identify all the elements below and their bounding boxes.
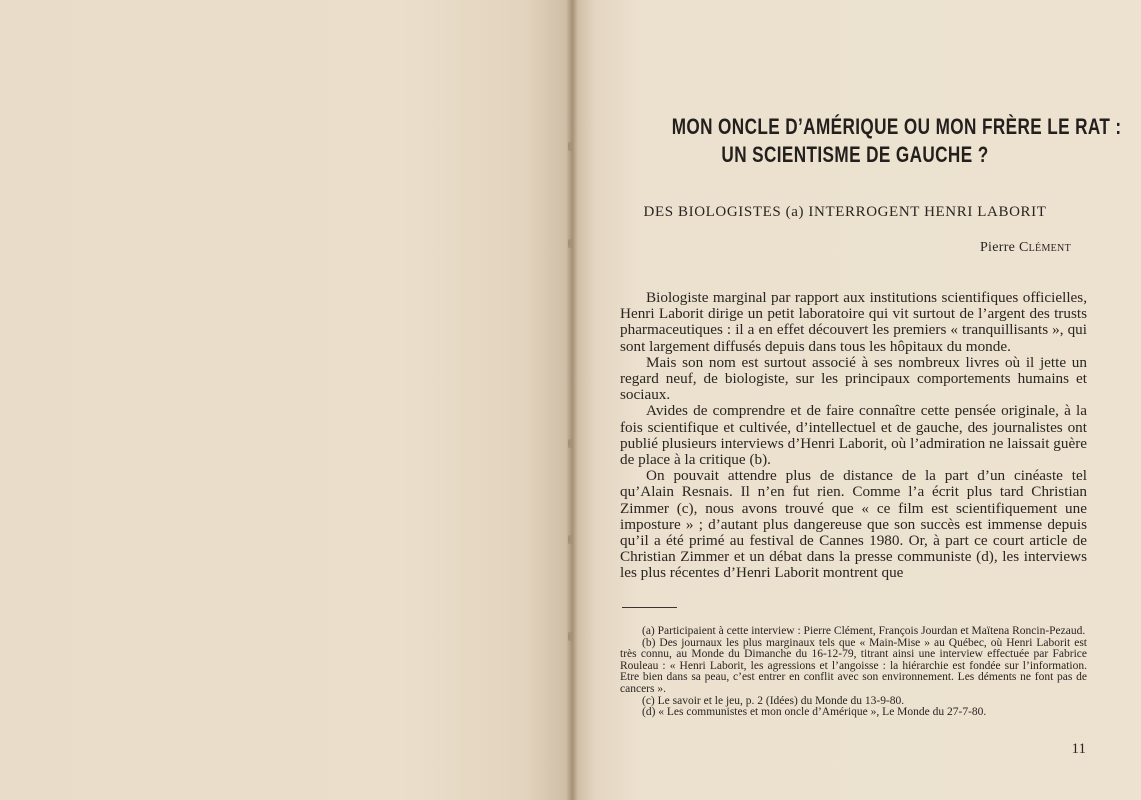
author-last-name: Clément <box>1019 240 1071 255</box>
binding-stitch <box>568 239 573 248</box>
body-paragraph: Avides de comprendre et de faire connaître cette pensée originale, à la fois scientifique et cultivée, d’intellectuel et de gauche, des journalistes ont publié plusieurs interviews d’Henri Laborit, où l’admiration ne laissait guère de place à la critique (b). <box>620 402 1087 469</box>
footnotes <box>620 626 1087 719</box>
binding-stitch <box>568 439 573 448</box>
binding-stitch <box>568 142 573 151</box>
body-paragraph: Mais son nom est surtout associé à ses nombreux livres où il jette un regard neuf, de biologiste, sur les principaux comportements humains et sociaux. <box>620 353 1087 404</box>
footnote: (a) Participaient à cette interview : Pierre Clément, François Jourdan et Maïtena Roncin-Pezaud. <box>642 625 1086 637</box>
body-paragraph: On pouvait attendre plus de distance de la part d’un cinéaste tel qu’Alain Resnais. Il n’en fut rien. Comme l’a écrit plus tard Christian Zimmer (c), nous avons trouvé que « ce film est scientifiquement une imposture » ; d’autant plus dangereuse que son succès est immense depuis qu’il a été primé au festival de Cannes 1980. Or, à part ce court article de Christian Zimmer et un débat dans la presse communiste (d), les interviews les plus récentes d’Henri Laborit montrent que <box>620 467 1087 582</box>
article-body <box>620 290 1087 582</box>
footnote: (c) Le savoir et le jeu, p. 2 (Idées) du Monde du 13-9-80. <box>642 694 905 707</box>
page-number: 11 <box>1071 741 1086 757</box>
article-subtitle: DES BIOLOGISTES (a) INTERROGENT HENRI LABORIT <box>643 204 1047 220</box>
author-first-name: Pierre <box>979 240 1016 255</box>
book-gutter <box>566 0 578 800</box>
footnote: (b) Des journaux les plus marginaux tels que « Main-Mise » au Québec, où Henri Laborit est très connu, au Monde du Dimanche du 16-12-79, titrant ainsi une interview effectuée par Fabrice Rouleau : « Henri Laborit, les agressions et l’angoisse : la hiérarchie est fondée sur l’information. Etre bien dans sa peau, c’est entrer en conflit avec son environnement. Les déments ne font pas de cancers ». <box>620 636 1087 695</box>
body-paragraph: Biologiste marginal par rapport aux institutions scientifiques officielles, Henri Laborit dirige un petit laboratoire qui vit surtout de l’argent des trusts pharmaceutiques : il a en effet découvert les premiers « tranquillisants », qui sont largement diffusés depuis dans tous les hôpitaux du monde. <box>620 289 1087 355</box>
article-title <box>671 113 1122 169</box>
article-title-line-2: UN SCIENTISME DE GAUCHE ? <box>721 142 989 167</box>
author-byline <box>980 240 1071 256</box>
binding-stitch <box>568 535 573 544</box>
binding-stitch <box>568 632 573 641</box>
article-title-line-1: MON ONCLE D’AMÉRIQUE OU MON FRÈRE LE RAT : <box>671 114 1122 139</box>
footnote: (d) « Les communistes et mon oncle d’Amérique », Le Monde du 27-7-80. <box>642 706 987 719</box>
footnote-separator <box>622 607 677 608</box>
